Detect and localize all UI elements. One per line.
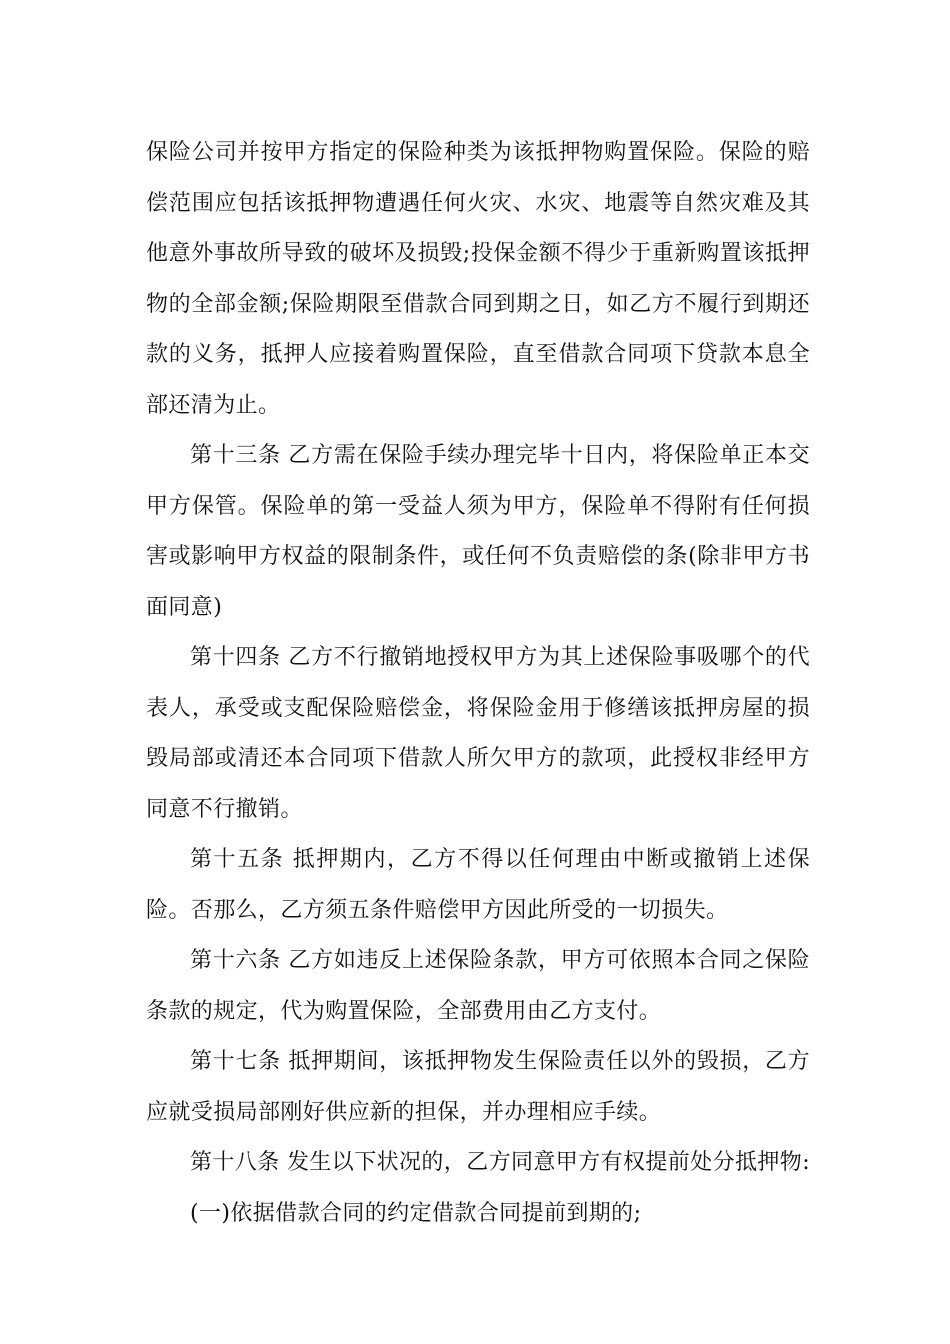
paragraph-article-13: 第十三条 乙方需在保险手续办理完毕十日内，将保险单正本交甲方保管。保险单的第一受益人须为甲方，保险单不得附有任何损害或影响甲方权益的限制条件，或任何不负责赔偿的条(除非甲方书面同意): [146, 443, 810, 620]
paragraph-article-18-item-1: (一)依据借款合同的约定借款合同提前到期的;: [190, 1200, 642, 1226]
paragraph-article-15: 第十五条 抵押期内，乙方不得以任何理由中断或撤销上述保险。否那么，乙方须五条件赔偿甲方因此所受的一切损失。: [146, 847, 810, 923]
paragraph-article-18: 第十八条 发生以下状况的，乙方同意甲方有权提前处分抵押物:: [190, 1150, 811, 1175]
paragraph-article-16: 第十六条 乙方如违反上述保险条款，甲方可依照本合同之保险条款的规定，代为购置保险，全部费用由乙方支付。: [146, 948, 810, 1024]
document-body: [146, 128, 810, 1239]
paragraph-article-14: 第十四条 乙方不行撤销地授权甲方为其上述保险事吸哪个的代表人，承受或支配保险赔偿金，将保险金用于修缮该抵押房屋的损毁局部或清还本合同项下借款人所欠甲方的款项，此授权非经甲方同意不行撤销。: [146, 645, 810, 822]
paragraph-insurance-scope: 保险公司并按甲方指定的保险种类为该抵押物购置保险。保险的赔偿范围应包括该抵押物遭遇任何火灾、水灾、地震等自然灾难及其他意外事故所导致的破坏及损毁;投保金额不得少于重新购置该抵押物的全部金额;保险期限至借款合同到期之日，如乙方不履行到期还款的义务，抵押人应接着购置保险，直至借款合同项下贷款本息全部还清为止。: [146, 140, 810, 418]
paragraph-article-17: 第十七条 抵押期间，该抵押物发生保险责任以外的毁损，乙方应就受损局部刚好供应新的担保，并办理相应手续。: [146, 1049, 810, 1125]
